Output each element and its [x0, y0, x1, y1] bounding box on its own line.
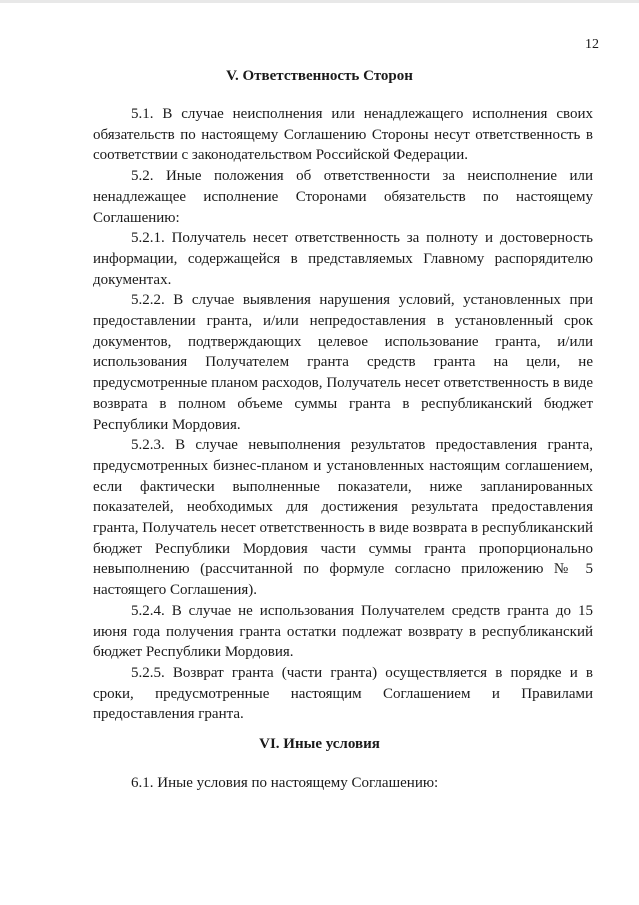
section-6-title: VI. Иные условия — [259, 736, 380, 752]
paragraph-5-2: 5.2. Иные положения об ответственности за неисполнение или ненадлежащее исполнение Сторонами обязательств по настоящему Соглашению: — [93, 168, 593, 226]
paragraph-5-2-5: 5.2.5. Возврат гранта (части гранта) осуществляется в порядке и в сроки, предусмотренные настоящим Соглашением и Правилами предоставления гранта. — [93, 664, 593, 723]
page-top-rule — [0, 0, 639, 3]
paragraph-6-1: 6.1. Иные условия по настоящему Соглашению: — [131, 775, 439, 791]
section-5-body — [93, 104, 593, 725]
paragraph-5-2-2: 5.2.2. В случае выявления нарушения условий, установленных при предоставлении гранта, и/или непредоставления в установленный срок документов, подтверждающих целевое использование гранта, и/или использования Получателем гранта средств гранта на цели, не предусмотренные планом расходов, Получатель несет ответственность в виде возврата в полном объеме суммы гранта в республиканский бюджет Республики Мордовия. — [93, 292, 593, 433]
paragraph-5-2-3: 5.2.3. В случае невыполнения результатов предоставления гранта, предусмотренных бизнес-планом и установленных настоящим соглашением, если фактически выполненные показатели, ниже запланированных показателей, необходимых для достижения результата предоставления гранта, Получатель несет ответственность в виде возврата в республиканский бюджет Республики Мордовия части суммы гранта пропорционально невыполнению (рассчитанной по формуле согласно приложению № 5 настоящего Соглашения). — [93, 437, 593, 599]
section-5-title: V. Ответственность Сторон — [226, 68, 413, 84]
paragraph-5-2-1: 5.2.1. Получатель несет ответственность за полноту и достоверность информации, содержащейся в представляемых Главному распорядителю документах. — [93, 230, 593, 288]
paragraph-5-2-4: 5.2.4. В случае не использования Получателем средств гранта до 15 июня года получения гранта остатки подлежат возврату в республиканский бюджет Республики Мордовия. — [93, 602, 593, 661]
page-number: 12 — [585, 37, 599, 52]
paragraph-5-1: 5.1. В случае неисполнения или ненадлежащего исполнения своих обязательств по настоящему Соглашению Стороны несут ответственность в соответствии с законодательством Российской Федерации. — [93, 106, 593, 164]
